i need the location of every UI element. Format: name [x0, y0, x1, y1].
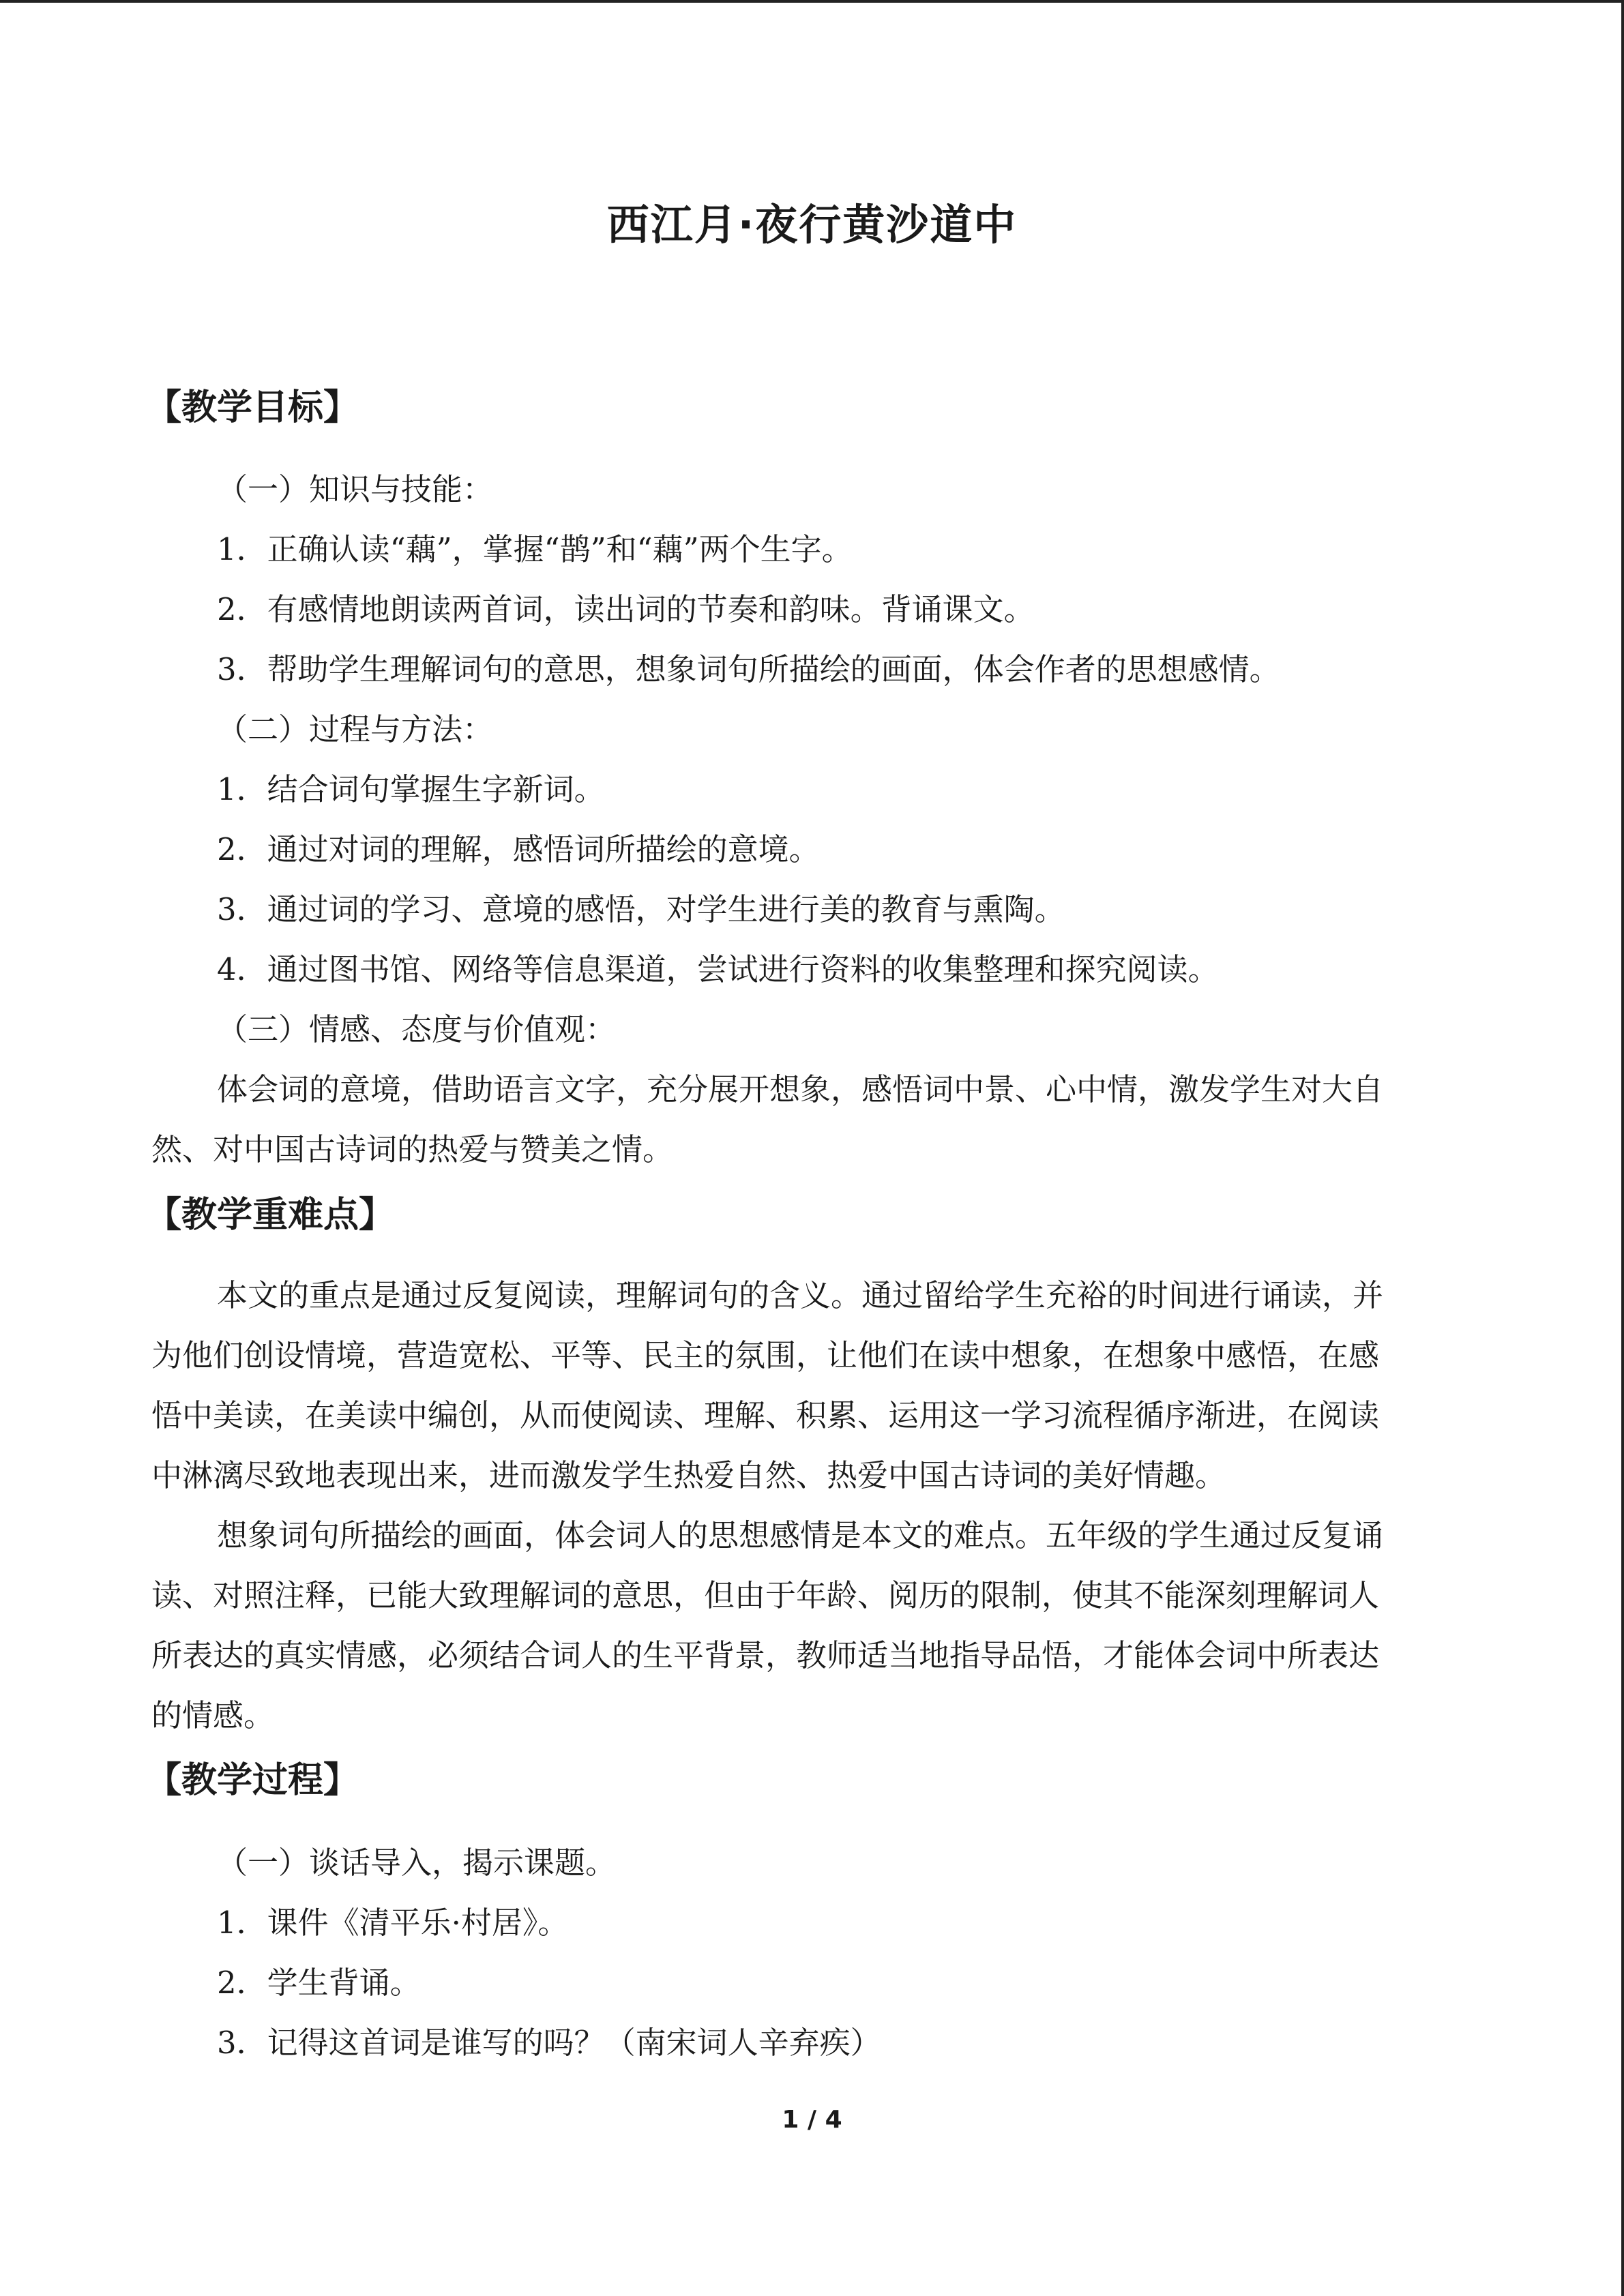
- process-intro-item: 3．记得这首词是谁写的吗？（南宋词人辛弃疾）: [217, 2025, 881, 2061]
- goals-process-item: 1．结合词句掌握生字新词。: [217, 771, 605, 807]
- goals-process-item: 2．通过对词的理解，感悟词所描绘的意境。: [217, 831, 820, 867]
- key-points-paragraph-line: 本文的重点是通过反复阅读，理解词句的含义。通过留给学生充裕的时间进行诵读，并: [217, 1277, 1384, 1313]
- process-subheading-intro: （一）谈话导入，揭示课题。: [217, 1845, 617, 1881]
- goals-process-item: 3．通过词的学习、意境的感悟，对学生进行美的教育与熏陶。: [217, 891, 1065, 927]
- page-border-top: [0, 0, 1624, 3]
- key-points-paragraph-line: 为他们创设情境，营造宽松、平等、民主的氛围，让他们在读中想象，在想象中感悟，在感: [151, 1337, 1380, 1373]
- key-points-paragraph-line: 读、对照注释，已能大致理解词的意思，但由于年龄、阅历的限制，使其不能深刻理解词人: [151, 1577, 1380, 1613]
- key-points-paragraph-line: 想象词句所描绘的画面，体会词人的思想感情是本文的难点。五年级的学生通过反复诵: [217, 1517, 1384, 1553]
- key-points-paragraph-line: 的情感。: [151, 1697, 275, 1733]
- goals-subheading-knowledge: （一）知识与技能：: [217, 471, 494, 507]
- key-points-paragraph-line: 所表达的真实情感，必须结合词人的生平背景，教师适当地指导品悟，才能体会词中所表达: [151, 1637, 1380, 1673]
- goals-subheading-values: （三）情感、态度与价值观：: [217, 1011, 617, 1047]
- key-points-paragraph-line: 中淋漓尽致地表现出来，进而激发学生热爱自然、热爱中国古诗词的美好情趣。: [151, 1457, 1226, 1493]
- section-heading-key-points: 【教学重难点】: [146, 1195, 395, 1236]
- goals-knowledge-item: 2．有感情地朗读两首词，读出词的节奏和韵味。背诵课文。: [217, 591, 1035, 627]
- goals-knowledge-item: 3．帮助学生理解词句的意思，想象词句所描绘的画面，体会作者的思想感情。: [217, 651, 1280, 687]
- key-points-paragraph-line: 悟中美读，在美读中编创，从而使阅读、理解、积累、运用这一学习流程循序渐进，在阅读: [151, 1397, 1380, 1433]
- goals-values-line: 然、对中国古诗词的热爱与赞美之情。: [151, 1131, 674, 1167]
- goals-process-item: 4．通过图书馆、网络等信息渠道，尝试进行资料的收集整理和探究阅读。: [217, 951, 1219, 987]
- goals-knowledge-item: 1．正确认读“藕”，掌握“鹊”和“藕”两个生字。: [217, 531, 853, 567]
- process-intro-item: 2．学生背诵。: [217, 1965, 421, 2001]
- process-intro-item: 1．课件《清平乐·村居》。: [217, 1905, 569, 1941]
- page-border-right: [1621, 0, 1624, 2296]
- section-heading-goals: 【教学目标】: [146, 387, 359, 428]
- goals-values-line: 体会词的意境，借助语言文字，充分展开想象，感悟词中景、心中情，激发学生对大自: [217, 1071, 1384, 1107]
- goals-subheading-process: （二）过程与方法：: [217, 711, 494, 747]
- page-number: 1 / 4: [782, 2106, 842, 2134]
- section-heading-process: 【教学过程】: [146, 1760, 359, 1801]
- document-title: 西江月·夜行黄沙道中: [606, 200, 1018, 250]
